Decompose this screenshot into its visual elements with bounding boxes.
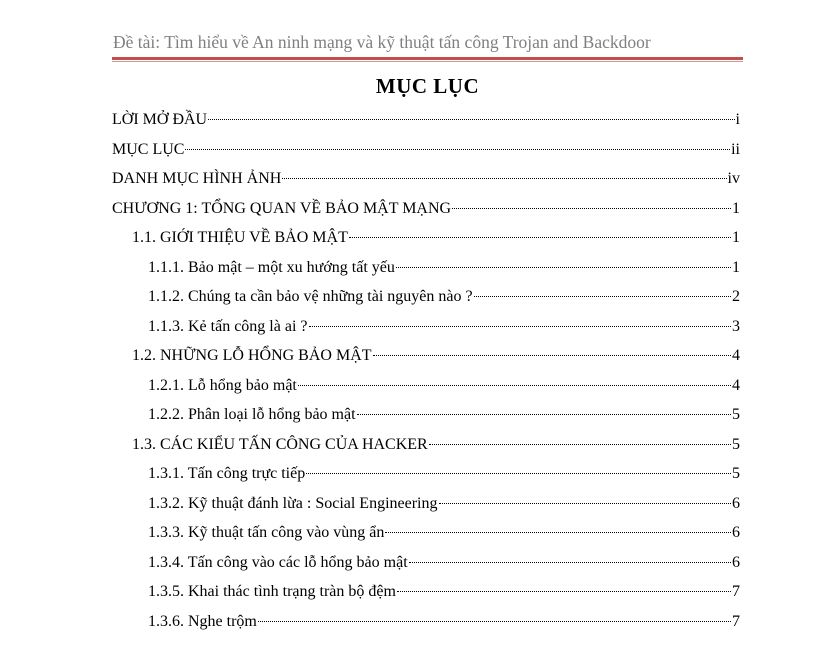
toc-dot-leader (429, 443, 731, 445)
toc-entry-label: CHƯƠNG 1: TỔNG QUAN VỀ BẢO MẬT MẠNG (112, 199, 452, 217)
toc-entry-label: 1.1.1. Bảo mật – một xu hướng tất yếu (148, 258, 395, 276)
toc-entry-label: 1.3.4. Tấn công vào các lỗ hổng bảo mật (148, 553, 408, 571)
toc-entry[interactable] (148, 459, 740, 489)
toc-entry-label: 1.2. NHỮNG LỖ HỔNG BẢO MẬT (132, 347, 372, 364)
toc-dot-leader (349, 236, 731, 238)
toc-page-number: 3 (732, 317, 740, 335)
toc-entry-label: 1.2.1. Lỗ hổng bảo mật (148, 376, 297, 394)
toc-entry[interactable] (132, 430, 740, 460)
toc-dot-leader (282, 177, 726, 179)
toc-entry-label: 1.3.6. Nghe trộm (148, 612, 257, 630)
toc-dot-leader (208, 118, 734, 120)
toc-entry[interactable] (112, 194, 740, 224)
toc-entry[interactable] (148, 577, 740, 607)
toc-dot-leader (298, 384, 731, 386)
toc-page-number: 1 (732, 258, 740, 276)
toc-page-number: 6 (732, 553, 740, 571)
toc-entry-label: 1.3.2. Kỹ thuật đánh lừa : Social Engineering (148, 494, 438, 512)
toc-entry[interactable] (148, 371, 740, 401)
toc-dot-leader (357, 413, 731, 415)
toc-page-number: 4 (732, 347, 740, 364)
toc-page-number: 4 (732, 376, 740, 394)
toc-entry[interactable] (112, 135, 740, 165)
toc-dot-leader (439, 502, 732, 504)
toc-dot-leader (258, 620, 731, 622)
toc-entry-label: 1.3.3. Kỹ thuật tấn công vào vùng ẩn (148, 524, 385, 541)
toc-entry[interactable] (132, 223, 740, 253)
toc-entry[interactable] (148, 607, 740, 637)
toc-entry-label: 1.3.5. Khai thác tình trạng tràn bộ đệm (148, 583, 396, 600)
toc-entry-label: 1.1.3. Kẻ tấn công là ai ? (148, 317, 308, 335)
toc-page-number: 1 (732, 229, 740, 246)
toc-page-number: 7 (732, 583, 740, 600)
toc-entry[interactable] (112, 105, 740, 135)
toc-entry-label: LỜI MỞ ĐẦU (112, 111, 208, 128)
toc-dot-leader (474, 295, 731, 297)
toc-page-number: i (735, 111, 740, 128)
toc-page-number: iv (727, 170, 740, 187)
toc-entry[interactable] (112, 164, 740, 194)
toc-page-number: 6 (732, 524, 740, 541)
toc-dot-leader (309, 325, 732, 327)
toc-entry[interactable] (148, 253, 740, 283)
page-header-title: Đề tài: Tìm hiểu về An ninh mạng và kỹ thuật tấn công Trojan and Backdoor (113, 32, 651, 52)
toc-dot-leader (306, 472, 731, 474)
toc-page-number: 7 (732, 612, 740, 630)
toc-entry-label: 1.3. CÁC KIỂU TẤN CÔNG CỦA HACKER (132, 435, 428, 453)
toc-entry[interactable] (148, 400, 740, 430)
toc-page-number: 5 (732, 465, 740, 482)
toc-dot-leader (396, 266, 731, 268)
toc-entry[interactable] (148, 312, 740, 342)
toc-heading: MỤC LỤC (375, 74, 480, 98)
header-divider-secondary (112, 61, 743, 62)
toc-entry-label: 1.1.2. Chúng ta cần bảo vệ những tài nguyên nào ? (148, 288, 473, 305)
toc-entry[interactable] (148, 548, 740, 578)
toc-page-number: ii (731, 140, 740, 158)
toc-dot-leader (409, 561, 731, 563)
toc-dot-leader (373, 354, 731, 356)
toc-entry-label: 1.2.2. Phân loại lỗ hổng bảo mật (148, 406, 356, 423)
toc-entry-label: MỤC LỤC (112, 140, 185, 158)
toc-page-number: 1 (732, 199, 740, 217)
toc-entry[interactable] (148, 282, 740, 312)
toc-entry-label: 1.1. GIỚI THIỆU VỀ BẢO MẬT (132, 229, 348, 246)
toc-entry-label: DANH MỤC HÌNH ẢNH (112, 170, 282, 187)
toc-page-number: 5 (732, 435, 740, 453)
toc-page-number: 2 (732, 288, 740, 305)
toc-entry[interactable] (132, 341, 740, 371)
toc-entry[interactable] (148, 518, 740, 548)
toc-entry-label: 1.3.1. Tấn công trực tiếp (148, 465, 306, 482)
toc-dot-leader (397, 590, 731, 592)
toc-entry[interactable] (148, 489, 740, 519)
toc-dot-leader (452, 207, 731, 209)
toc-page-number: 5 (732, 406, 740, 423)
header-divider (112, 57, 743, 60)
toc-page-number: 6 (732, 494, 740, 512)
toc-dot-leader (385, 531, 731, 533)
toc-dot-leader (185, 148, 730, 150)
